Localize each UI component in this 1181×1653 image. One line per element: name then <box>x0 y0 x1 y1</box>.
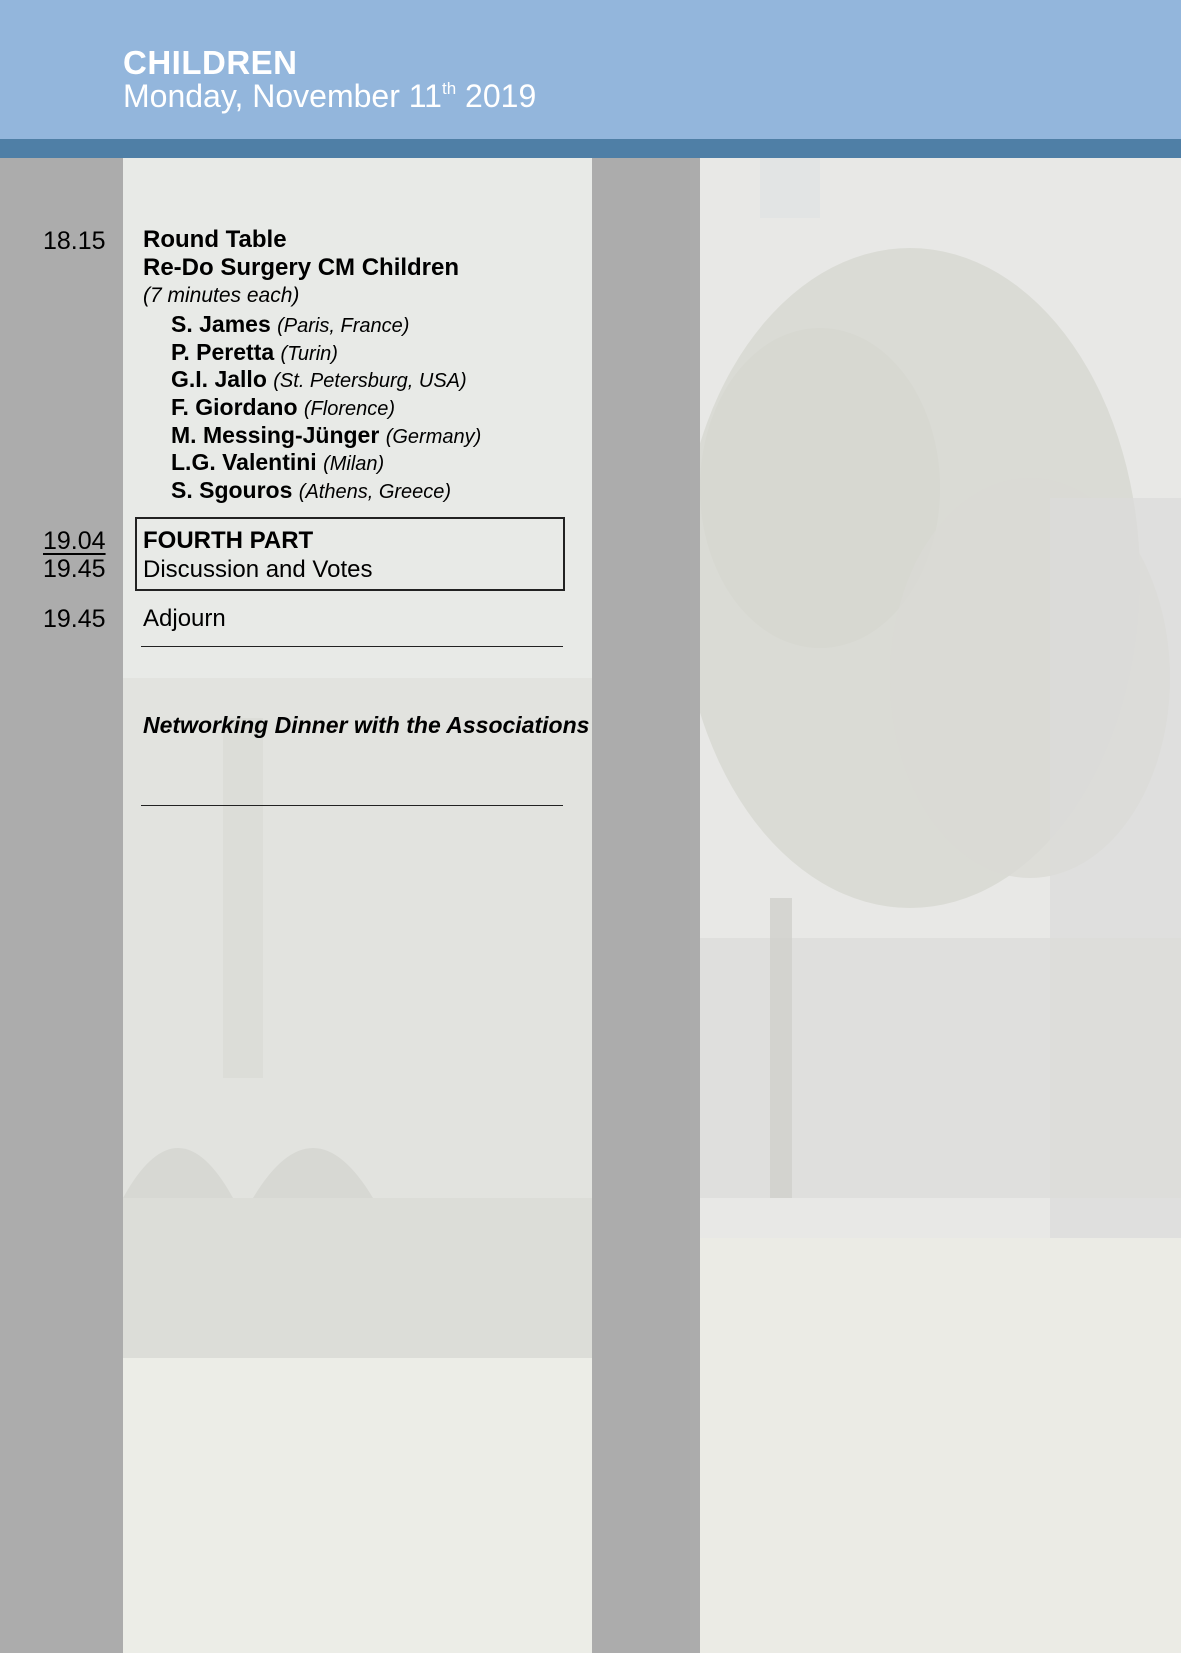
adjourn-label: Adjourn <box>143 605 226 632</box>
round-table-title: Round Table <box>143 226 287 253</box>
adjourn-time: 19.45 <box>43 605 106 633</box>
speaker-item <box>171 449 384 476</box>
speaker-affiliation: (Athens, Greece) <box>298 481 452 503</box>
speaker-affiliation: (Milan) <box>323 453 385 475</box>
middle-gray-column <box>592 158 700 1653</box>
speaker-name: F. Giordano <box>171 394 298 420</box>
speaker-name: M. Messing-Jünger <box>171 422 380 448</box>
speaker-affiliation: (Paris, France) <box>277 315 410 337</box>
divider-bottom <box>141 805 563 806</box>
header-band <box>0 139 1181 158</box>
speaker-name: P. Peretta <box>171 339 275 365</box>
speaker-item <box>171 422 481 449</box>
speaker-item <box>171 394 395 421</box>
date-ordinal: th <box>441 79 457 98</box>
round-table-time: 18.15 <box>43 227 106 255</box>
speaker-name: S. Sgouros <box>171 477 293 503</box>
round-table-subtitle: Re-Do Surgery CM Children <box>143 254 460 281</box>
left-gray-column <box>0 158 123 1653</box>
speaker-item <box>171 311 409 338</box>
divider-top <box>141 646 563 647</box>
date-prefix: Monday, November 11 <box>123 78 442 114</box>
speaker-item <box>171 477 451 504</box>
speaker-name: G.I. Jallo <box>171 366 267 392</box>
networking-dinner-label: Networking Dinner with the Associations <box>143 712 590 738</box>
fourth-part-description: Discussion and Votes <box>143 556 373 583</box>
date-year: 2019 <box>456 78 537 114</box>
speaker-name: S. James <box>171 311 271 337</box>
speaker-item <box>171 339 338 366</box>
session-title: CHILDREN <box>123 44 298 81</box>
session-date <box>123 78 536 115</box>
speaker-affiliation: (St. Petersburg, USA) <box>273 370 467 392</box>
tree-silhouette <box>700 158 1181 1653</box>
speaker-item <box>171 366 467 393</box>
speaker-affiliation: (Florence) <box>303 398 396 420</box>
round-table-note: (7 minutes each) <box>143 284 300 307</box>
fourth-part-start-time: 19.04 <box>43 527 106 555</box>
fourth-part-end-time: 19.45 <box>43 555 106 583</box>
right-photo-panel <box>700 158 1181 1653</box>
speaker-name: L.G. Valentini <box>171 449 317 475</box>
speaker-affiliation: (Turin) <box>280 343 338 365</box>
fourth-part-title: FOURTH PART <box>143 527 314 554</box>
speaker-affiliation: (Germany) <box>385 426 482 448</box>
page-header <box>0 0 1181 139</box>
